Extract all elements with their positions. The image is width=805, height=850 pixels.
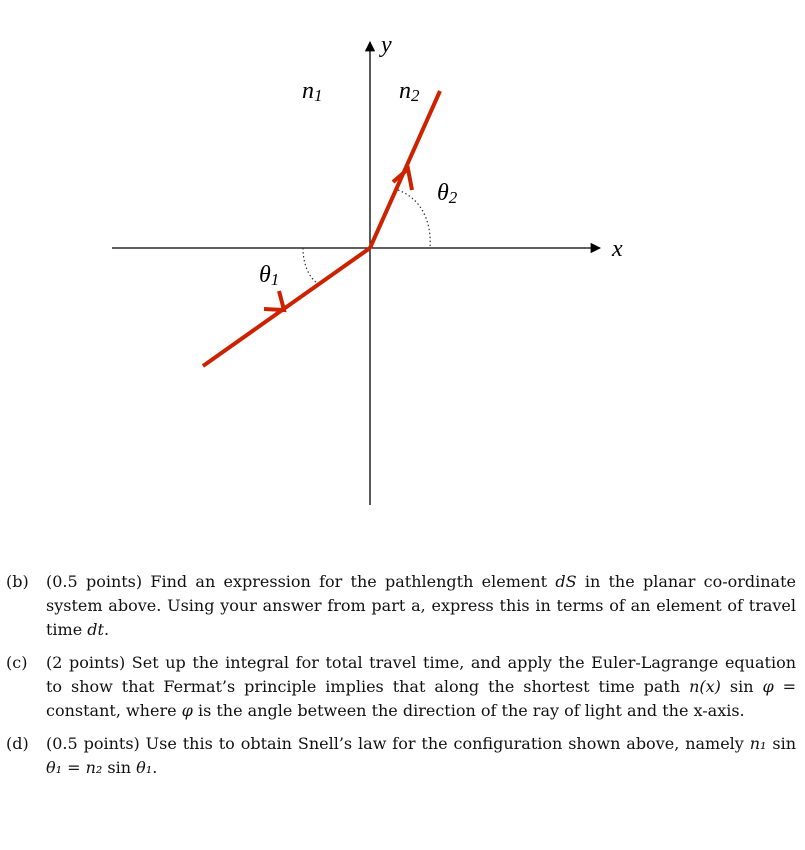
- angle-incident-label: θ1: [259, 262, 280, 289]
- question-item: [6, 570, 796, 642]
- math-symbol: φ: [762, 677, 774, 696]
- question-label: (c): [6, 653, 28, 672]
- math-symbol: φ: [181, 701, 193, 720]
- incident-ray: [203, 248, 370, 366]
- question-list: [6, 570, 796, 789]
- math-symbol: dt: [87, 620, 104, 639]
- question-item: [6, 651, 796, 723]
- math-symbol: n₁: [749, 734, 767, 753]
- angle-refracted-arc: [398, 190, 430, 248]
- text-run: sin: [102, 758, 137, 777]
- question-label: (b): [6, 572, 29, 591]
- medium-right-label: n2: [399, 78, 420, 105]
- math-symbol: θ₁: [46, 758, 63, 777]
- text-run: in the planar co-ordinate system above. Using your answer from part a, express this in terms of an element of travel time: [46, 572, 796, 639]
- text-run: (0.5 points) Find an expression for the pathlength element: [46, 572, 556, 591]
- question-label: (d): [6, 734, 29, 753]
- math-symbol: dS: [555, 572, 577, 591]
- text-run: .: [103, 620, 110, 639]
- text-run: (0.5 points) Use this to obtain Snell’s law for the configuration shown above, namely: [46, 734, 750, 753]
- text-run: is the angle between the direction of the ray of light and the x-axis.: [192, 701, 745, 720]
- y-axis-label: y: [381, 32, 392, 58]
- incident-ray-arrowhead: [264, 291, 284, 310]
- math-symbol: θ₁: [136, 758, 153, 777]
- angle-refracted-label: θ2: [437, 180, 458, 207]
- question-text: [46, 651, 796, 723]
- math-symbol: n(x): [689, 677, 721, 696]
- text-run: .: [152, 758, 158, 777]
- text-run: (2 points) Set up the integral for total travel time, and apply the Euler-Lagrange equation to show that Fermat’s principle implies that along the shortest time path: [46, 653, 796, 696]
- question-text: [46, 732, 796, 780]
- text-run: =: [62, 758, 86, 777]
- text-run: sin: [720, 677, 763, 696]
- question-text: [46, 570, 796, 642]
- text-run: sin: [766, 734, 797, 753]
- math-symbol: n₂: [85, 758, 103, 777]
- x-axis-label: x: [612, 236, 623, 262]
- medium-left-label: n1: [302, 78, 323, 105]
- text-run: = constant, where: [46, 677, 796, 720]
- angle-incident-arc: [303, 248, 321, 285]
- question-item: [6, 732, 796, 780]
